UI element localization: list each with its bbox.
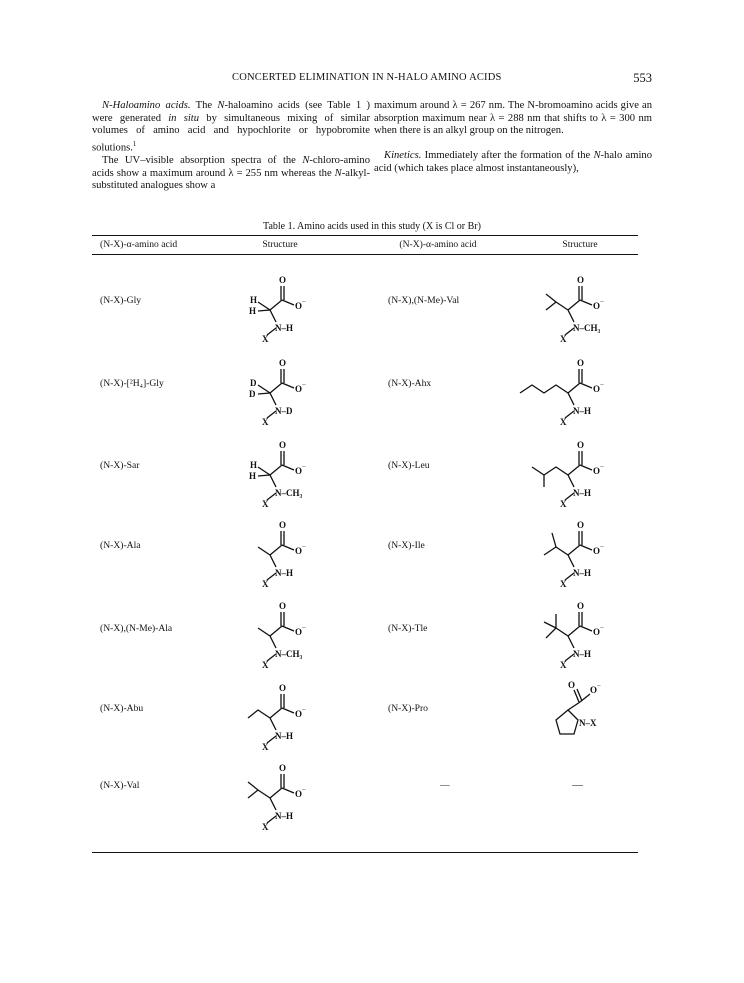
amine-nitrogen-group: N–H	[275, 568, 293, 578]
bond-side-chain	[258, 628, 270, 636]
bond-ca-n	[270, 798, 276, 810]
bond-ca-n	[270, 393, 276, 405]
bond-ca-c	[270, 383, 282, 393]
tert-butyl-methyl-3	[546, 628, 556, 638]
carboxylate-oxygen: O	[593, 627, 601, 637]
amine-nitrogen-group: N–H	[573, 649, 591, 659]
halogen-x: X	[560, 499, 567, 509]
carbonyl-oxygen: O	[279, 683, 287, 693]
carboxylate-oxygen: O	[593, 384, 601, 394]
table-row-right-4-name: (N-X)-Tle	[388, 623, 428, 634]
column-header-structure-left: Structure	[262, 239, 298, 250]
bond-ca-sub2	[258, 393, 270, 394]
carbonyl-oxygen: O	[577, 275, 585, 285]
table-row-right-4-structure	[530, 598, 620, 668]
bond-ca-c	[568, 300, 580, 310]
bond-ca-n	[568, 393, 574, 405]
amine-nitrogen-group: N–CH₃	[573, 323, 601, 333]
paragraph-kinetics	[374, 150, 652, 175]
amine-nitrogen-group: N–H	[573, 488, 591, 498]
tert-butyl-bond	[556, 628, 568, 636]
halogen-x: X	[262, 742, 269, 752]
bond-ca-sub2	[258, 310, 270, 311]
table-row-left-4-name: (N-X),(N-Me)-Ala	[100, 623, 173, 634]
carbonyl-oxygen: O	[279, 520, 287, 530]
table-row-right-3-name: (N-X)-Ile	[388, 540, 425, 551]
amine-nitrogen-group: N–H	[275, 731, 293, 741]
column-header-name-right: (N-X)-α-amino acid	[399, 239, 477, 250]
carboxylate-oxygen: O	[295, 301, 303, 311]
carboxylate-charge: −	[302, 706, 306, 714]
carbonyl-oxygen: O	[568, 680, 576, 690]
carboxylate-charge: −	[302, 298, 306, 306]
text-run: by simultaneous mixing of similar volumes of amino acid and hypochlorite or hypobromite solutions.	[92, 112, 370, 154]
pyrrolidine-ring	[556, 710, 578, 734]
halogen-x: X	[262, 579, 269, 589]
carboxylate-charge: −	[302, 543, 306, 551]
sec-butyl-side-chain-a	[544, 547, 568, 555]
table-row-left-2-name: (N-X)-Sar	[100, 460, 140, 471]
sec-butyl-side-chain-b	[552, 533, 556, 547]
carboxylate-oxygen: O	[295, 546, 303, 556]
carboxylate-oxygen: O	[593, 301, 601, 311]
carbonyl-oxygen: O	[279, 763, 287, 773]
carbonyl-oxygen: O	[279, 440, 287, 450]
carboxylate-oxygen: O	[295, 789, 303, 799]
bond-ca-n	[270, 718, 276, 730]
table-row-left-0-structure	[232, 272, 322, 342]
text-run: The	[190, 100, 218, 111]
carbonyl-oxygen: O	[279, 358, 287, 368]
bond-ca-n	[270, 636, 276, 648]
table-row-right-1-name: (N-X)-Ahx	[388, 378, 432, 389]
halogen-x: X	[262, 660, 269, 670]
table-row-right-6-structure: —	[572, 779, 583, 791]
table-caption: Table 1. Amino acids used in this study (X is Cl or Br)	[263, 221, 481, 232]
halogen-x: X	[262, 417, 269, 427]
amine-nitrogen-group: N–CH₃	[275, 649, 303, 659]
carboxylate-charge: −	[597, 682, 601, 690]
amine-nitrogen-group: N–CH₃	[275, 488, 303, 498]
paragraph-title: Kinetics.	[384, 150, 422, 162]
isopropyl-side-chain-b	[248, 790, 258, 798]
table-row-right-0-structure	[530, 272, 620, 342]
table-row-right-2-name: (N-X)-Leu	[388, 460, 430, 471]
table-row-left-6-name: (N-X)-Val	[100, 780, 140, 791]
halogen-x: X	[262, 334, 269, 344]
table-row-left-0-name: (N-X)-Gly	[100, 295, 142, 306]
ethyl-side-chain	[248, 710, 270, 718]
reference-superscript: 1	[132, 139, 137, 148]
paragraph-title: N-Haloamino acids.	[102, 100, 191, 111]
table-row-left-6-structure	[232, 760, 322, 830]
bond-c-o-single	[580, 300, 592, 305]
carboxylate-charge: −	[302, 786, 306, 794]
carbonyl-oxygen: O	[577, 440, 585, 450]
bond-c-o-single	[282, 300, 294, 305]
table-row-left-3-name: (N-X)-Ala	[100, 540, 141, 551]
bond-ca-n	[270, 555, 276, 567]
alpha-substituent-2: H	[249, 471, 257, 481]
italic-n: N	[302, 154, 310, 166]
table-row-left-4-structure	[232, 598, 322, 668]
right-column	[374, 100, 652, 176]
text-run: -chloro-amino acids show a maximum around λ = 255 nm whereas the	[92, 154, 370, 179]
carboxylate-oxygen: O	[590, 685, 598, 695]
bond-ca-n	[568, 636, 574, 648]
paragraph-absorption: maximum around λ = 267 nm. The N-bromoamino acids give an absorption maximum near λ = 288 nm that shifts to λ = 300 nm when there is an alkyl group on the nitrogen.	[374, 100, 652, 137]
text-run: -haloamino acids (see Table 1 ) were generated	[92, 100, 370, 124]
italic-n: N	[334, 167, 342, 179]
carboxylate-oxygen: O	[593, 546, 601, 556]
text-run: The UV–visible absorption spectra of the	[102, 154, 303, 166]
bond-ca-n	[270, 475, 276, 487]
bond-ring-c	[568, 702, 580, 710]
halogen-x: X	[560, 660, 567, 670]
carbonyl-oxygen: O	[577, 358, 585, 368]
amine-nitrogen-group: N–H	[573, 568, 591, 578]
bond-c-o-single	[580, 694, 590, 702]
bond-ca-sub1	[258, 467, 270, 475]
bond-ca-c	[270, 708, 282, 718]
alpha-substituent-2: D	[249, 389, 256, 399]
carboxylate-charge: −	[600, 463, 604, 471]
table-top-rule	[92, 235, 638, 236]
table-row-left-1-structure	[232, 355, 322, 425]
table-row-right-2-structure	[530, 437, 620, 507]
bond-ca-c	[568, 465, 580, 475]
bond-c-o-single	[282, 545, 294, 550]
text-run: -alkyl-substituted analogues show a	[92, 167, 370, 192]
bond-c-o-single	[580, 383, 592, 388]
carboxylate-charge: −	[302, 624, 306, 632]
bond-ca-sub2	[258, 475, 270, 476]
tert-butyl-methyl-1	[544, 622, 556, 628]
bond-ca-c	[270, 788, 282, 798]
carbonyl-oxygen: O	[279, 275, 287, 285]
carbonyl-oxygen: O	[279, 601, 287, 611]
carboxylate-charge: −	[600, 381, 604, 389]
halogen-x: X	[262, 499, 269, 509]
carbonyl-oxygen: O	[577, 520, 585, 530]
table-bottom-rule	[92, 852, 638, 853]
bond-side-chain	[258, 547, 270, 555]
bond-ca-c	[568, 626, 580, 636]
carboxylate-charge: −	[302, 463, 306, 471]
carboxylate-oxygen: O	[295, 627, 303, 637]
left-column	[92, 100, 370, 193]
bond-c-o-single	[282, 708, 294, 713]
bond-ca-c	[568, 383, 580, 393]
carboxylate-charge: −	[302, 381, 306, 389]
column-header-name-left: (N-X)-α-amino acid	[100, 239, 178, 250]
halogen-x: X	[560, 334, 567, 344]
bond-c-o-single	[282, 465, 294, 470]
alpha-substituent-2: H	[249, 306, 257, 316]
paragraph-haloamino	[92, 100, 370, 155]
amine-nitrogen-group: N–D	[275, 406, 293, 416]
carboxylate-charge: −	[600, 624, 604, 632]
bond-c-o-single	[282, 383, 294, 388]
carboxylate-charge: −	[600, 298, 604, 306]
text-run: Immediately after the formation of the	[421, 150, 594, 162]
bond-ca-c	[270, 465, 282, 475]
running-title: CONCERTED ELIMINATION IN N-HALO AMINO ACIDS	[232, 72, 502, 83]
table-row-left-5-structure	[232, 680, 322, 750]
table-header-rule	[92, 254, 638, 255]
bond-ca-n	[568, 555, 574, 567]
text-run: -halo amino acid (which takes place almost instantaneously),	[374, 150, 652, 174]
paragraph-uv-spectra	[92, 155, 370, 193]
carboxylate-oxygen: O	[593, 466, 601, 476]
bond-ca-n	[568, 310, 574, 322]
column-header-structure-right: Structure	[562, 239, 598, 250]
bond-ca-sub1	[258, 302, 270, 310]
table-row-right-6-name: —	[440, 780, 450, 791]
bond-ca-n	[270, 310, 276, 322]
bond-c-o-single	[580, 626, 592, 631]
amine-nitrogen-group: N–H	[275, 323, 293, 333]
table-row-left-2-structure	[232, 437, 322, 507]
table-row-left-3-structure	[232, 517, 322, 587]
table-row-right-1-structure	[530, 355, 620, 425]
table-row-right-5-name: (N-X)-Pro	[388, 703, 428, 714]
amine-nitrogen-group: N–H	[275, 811, 293, 821]
alpha-substituent-1: H	[250, 460, 258, 470]
isopropyl-side-chain-b	[546, 302, 556, 310]
bond-c-o-single	[282, 788, 294, 793]
page-number: 553	[633, 71, 652, 85]
table-row-right-5-structure	[530, 680, 620, 750]
table-row-right-3-structure	[530, 517, 620, 587]
bond-c-o-single	[580, 545, 592, 550]
bond-c-o-single	[580, 465, 592, 470]
bond-ca-c	[568, 545, 580, 555]
halogen-x: X	[560, 417, 567, 427]
carboxylate-oxygen: O	[295, 384, 303, 394]
butyl-side-chain	[520, 385, 568, 393]
ring-nitrogen-group: N–X	[579, 718, 597, 728]
carboxylate-oxygen: O	[295, 709, 303, 719]
carboxylate-charge: −	[600, 543, 604, 551]
italic-n: N	[593, 150, 601, 162]
bond-ca-c	[270, 300, 282, 310]
table-row-left-1-name: (N-X)-[²H₄]-Gly	[100, 378, 164, 389]
italic-n: N	[217, 100, 225, 111]
running-header	[92, 72, 652, 88]
table-row-left-5-name: (N-X)-Abu	[100, 703, 144, 714]
amine-nitrogen-group: N–H	[573, 406, 591, 416]
halogen-x: X	[262, 822, 269, 832]
bond-ca-sub1	[258, 385, 270, 393]
bond-ca-n	[568, 475, 574, 487]
italic-in-situ: in situ	[168, 112, 200, 124]
alpha-substituent-1: H	[250, 295, 258, 305]
carboxylate-oxygen: O	[295, 466, 303, 476]
bond-ca-c	[270, 545, 282, 555]
bond-ca-c	[270, 626, 282, 636]
alpha-substituent-1: D	[250, 378, 257, 388]
table-row-right-0-name: (N-X),(N-Me)-Val	[388, 295, 460, 306]
carbonyl-oxygen: O	[577, 601, 585, 611]
bond-c-o-single	[282, 626, 294, 631]
halogen-x: X	[560, 579, 567, 589]
isobutyl-side-chain-a	[532, 467, 568, 475]
